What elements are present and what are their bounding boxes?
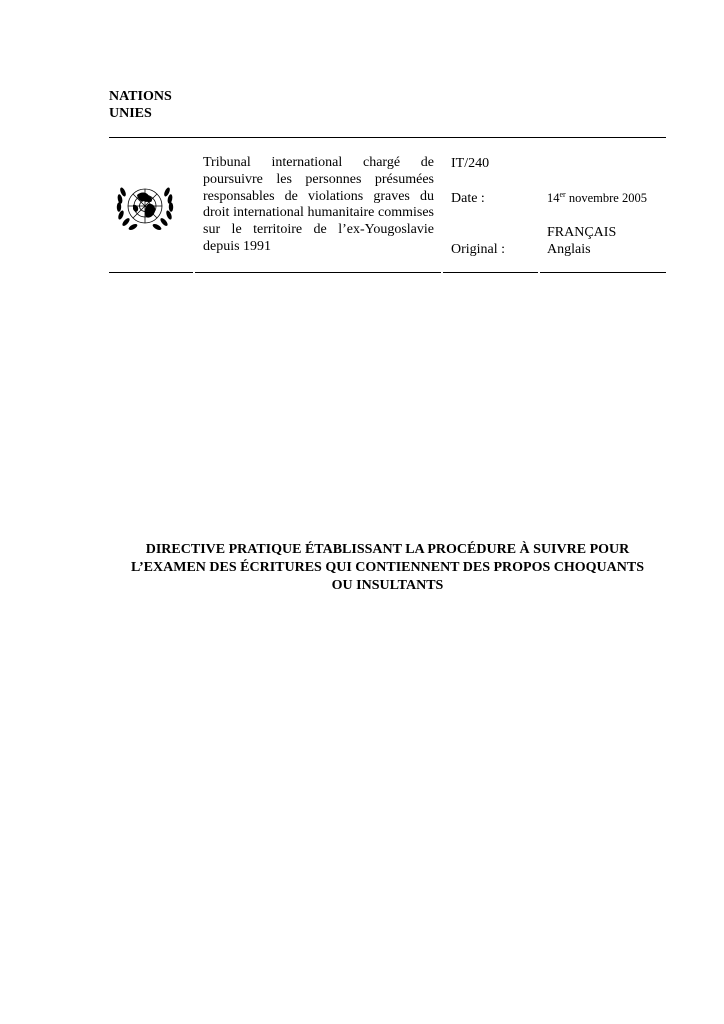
original-label: Original : (451, 242, 506, 257)
title-line-2: L’EXAMEN DES ÉCRITURES QUI CONTIENNENT DES PROPOS CHOQUANTS (130, 560, 645, 575)
header-bottom-rule (109, 272, 193, 273)
header-bottom-rule (540, 272, 666, 273)
original-language: Anglais (547, 242, 591, 257)
document-number: IT/240 (451, 156, 490, 171)
date-day: 14 (547, 191, 560, 205)
header-bottom-rule (443, 272, 538, 273)
date-label: Date : (451, 191, 485, 206)
date-suffix: er (559, 190, 566, 199)
title-line-3: OU INSULTANTS (331, 578, 444, 593)
organization-line-1: NATIONS (109, 89, 172, 104)
organization-line-2: UNIES (109, 106, 152, 121)
document-title (109, 541, 666, 595)
header-top-rule (109, 137, 666, 138)
date-value (547, 190, 647, 207)
organization-name (109, 88, 172, 122)
tribunal-description: Tribunal international chargé de poursuivre les personnes présumées responsables de violations graves du droit international humanitaire commises sur le territoire de l’ex-Yougoslavie depuis 1991 (203, 155, 434, 254)
title-line-1: DIRECTIVE PRATIQUE ÉTABLISSANT LA PROCÉDURE À SUIVRE POUR (145, 542, 630, 557)
date-month-year: novembre 2005 (565, 191, 647, 205)
header-bottom-rule (195, 272, 441, 273)
language: FRANÇAIS (547, 225, 617, 240)
un-emblem-icon (111, 176, 179, 236)
